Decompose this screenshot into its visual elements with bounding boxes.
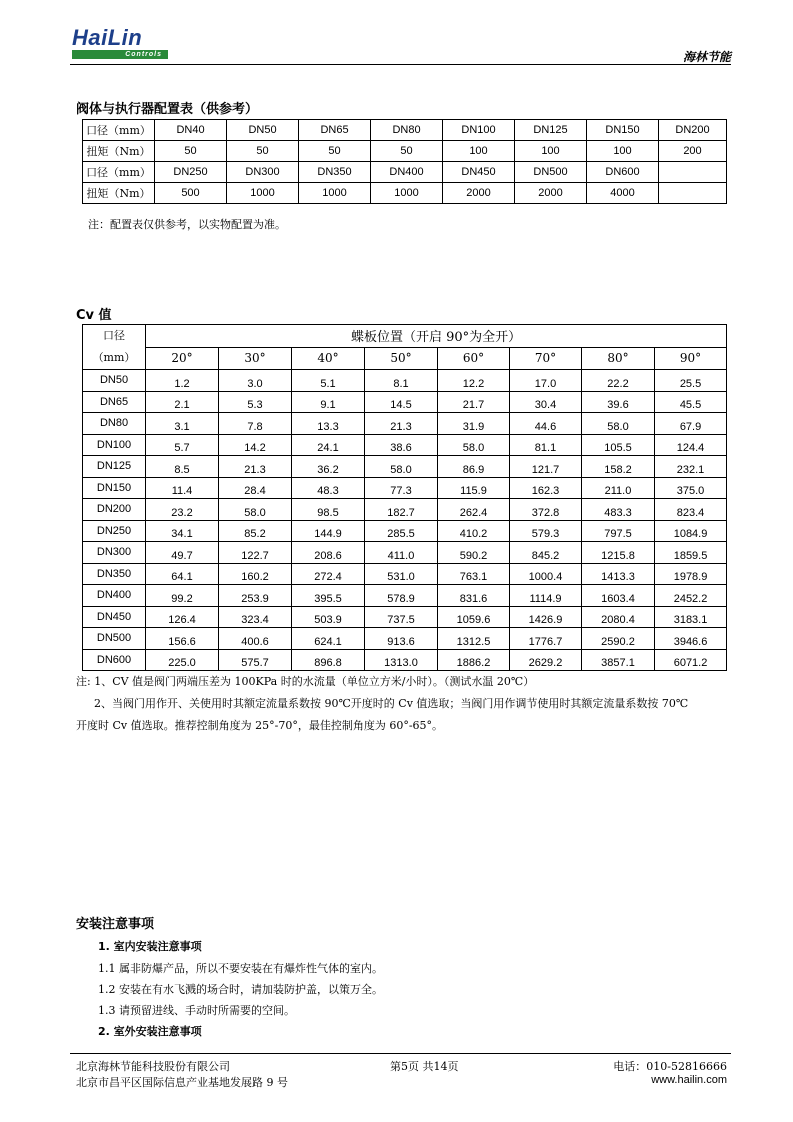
cv-value-cell: 375.0 — [655, 477, 727, 499]
cv-value-cell: 98.5 — [292, 499, 365, 521]
config-row-label: 扭矩（Nm） — [83, 141, 155, 162]
config-cell: DN150 — [587, 120, 659, 141]
cv-row-size: DN450 — [83, 606, 146, 628]
cv-value-cell: 411.0 — [365, 542, 438, 564]
config-cell: DN80 — [371, 120, 443, 141]
cv-value-cell: 1413.3 — [582, 563, 655, 585]
cv-value-cell: 115.9 — [438, 477, 510, 499]
cv-row — [83, 477, 727, 499]
cv-value-cell: 372.8 — [510, 499, 582, 521]
cv-row — [83, 520, 727, 542]
footer-divider — [70, 1053, 731, 1054]
cv-value-cell: 9.1 — [292, 391, 365, 413]
cv-value-cell: 578.9 — [365, 585, 438, 607]
config-cell: 50 — [299, 141, 371, 162]
config-cell: DN65 — [299, 120, 371, 141]
cv-value-cell: 1426.9 — [510, 606, 582, 628]
cv-value-cell: 3.0 — [219, 370, 292, 392]
cv-note-1: 注: 1、CV 值是阀门两端压差为 100KPa 时的水流量（单位立方米/小时）。（测试水温 20℃） — [76, 675, 535, 688]
cv-value-cell: 797.5 — [582, 520, 655, 542]
config-row — [83, 120, 727, 141]
cv-value-cell: 13.3 — [292, 413, 365, 435]
cv-row-size: DN350 — [83, 563, 146, 585]
cv-value-cell: 3857.1 — [582, 649, 655, 671]
cv-value-cell: 1313.0 — [365, 649, 438, 671]
cv-value-cell: 624.1 — [292, 628, 365, 650]
cv-value-cell: 1215.8 — [582, 542, 655, 564]
cv-row-size: DN80 — [83, 413, 146, 435]
cv-value-cell: 2629.2 — [510, 649, 582, 671]
cv-value-cell: 58.0 — [365, 456, 438, 478]
cv-value-cell: 126.4 — [146, 606, 219, 628]
cv-value-cell: 1859.5 — [655, 542, 727, 564]
cv-value-cell: 831.6 — [438, 585, 510, 607]
cv-value-cell: 24.1 — [292, 434, 365, 456]
cv-row-size: DN500 — [83, 628, 146, 650]
cv-value-cell: 2452.2 — [655, 585, 727, 607]
cv-value-cell: 28.4 — [219, 477, 292, 499]
cv-value-cell: 272.4 — [292, 563, 365, 585]
cv-value-cell: 45.5 — [655, 391, 727, 413]
cv-corner-header — [83, 325, 146, 370]
config-cell: DN50 — [227, 120, 299, 141]
cv-row-size: DN150 — [83, 477, 146, 499]
cv-value-cell: 58.0 — [582, 413, 655, 435]
cv-value-cell: 823.4 — [655, 499, 727, 521]
cv-value-cell: 400.6 — [219, 628, 292, 650]
cv-angle-header: 70° — [510, 347, 582, 370]
cv-value-cell: 3.1 — [146, 413, 219, 435]
cv-row — [83, 391, 727, 413]
cv-value-cell: 58.0 — [438, 434, 510, 456]
cv-value-cell: 160.2 — [219, 563, 292, 585]
cv-value-cell: 1603.4 — [582, 585, 655, 607]
cv-value-cell: 36.2 — [292, 456, 365, 478]
cv-value-cell: 845.2 — [510, 542, 582, 564]
cv-value-cell: 1312.5 — [438, 628, 510, 650]
cv-value-cell: 395.5 — [292, 585, 365, 607]
cv-row-size: DN50 — [83, 370, 146, 392]
cv-value-cell: 5.7 — [146, 434, 219, 456]
cv-value-cell: 105.5 — [582, 434, 655, 456]
config-row-label: 扭矩（Nm） — [83, 183, 155, 204]
cv-angle-header: 30° — [219, 347, 292, 370]
cv-note-2: 2、当阀门用作开、关使用时其额定流量系数按 90℃开度时的 Cv 值选取；当阀门用作调节使用时其额定流量系数按 70℃ — [94, 697, 689, 710]
cv-value-cell: 39.6 — [582, 391, 655, 413]
cv-value-cell: 31.9 — [438, 413, 510, 435]
cv-value-cell: 49.7 — [146, 542, 219, 564]
cv-row-size: DN250 — [83, 520, 146, 542]
cv-value-cell: 262.4 — [438, 499, 510, 521]
config-cell: 2000 — [515, 183, 587, 204]
cv-corner-bottom: （mm） — [92, 351, 136, 364]
cv-value-cell: 323.4 — [219, 606, 292, 628]
config-cell: DN350 — [299, 162, 371, 183]
cv-value-cell: 44.6 — [510, 413, 582, 435]
config-row — [83, 162, 727, 183]
cv-value-cell: 86.9 — [438, 456, 510, 478]
cv-value-cell: 12.2 — [438, 370, 510, 392]
cv-value-cell: 17.0 — [510, 370, 582, 392]
config-cell: DN500 — [515, 162, 587, 183]
cv-value-cell: 285.5 — [365, 520, 438, 542]
cv-value-cell: 34.1 — [146, 520, 219, 542]
footer-address: 北京市昌平区国际信息产业基地发展路 9 号 — [76, 1076, 288, 1089]
footer-page-number: 第5页 共14页 — [390, 1060, 459, 1073]
cv-value-cell: 737.5 — [365, 606, 438, 628]
cv-row — [83, 413, 727, 435]
cv-value-cell: 11.4 — [146, 477, 219, 499]
config-row — [83, 183, 727, 204]
cv-value-cell: 913.6 — [365, 628, 438, 650]
cv-angle-header: 90° — [655, 347, 727, 370]
config-cell: 200 — [659, 141, 727, 162]
cv-value-cell: 14.5 — [365, 391, 438, 413]
cv-value-cell: 531.0 — [365, 563, 438, 585]
cv-value-cell: 1.2 — [146, 370, 219, 392]
cv-value-cell: 763.1 — [438, 563, 510, 585]
cv-row-size: DN100 — [83, 434, 146, 456]
cv-value-cell: 8.5 — [146, 456, 219, 478]
cv-value-cell: 22.2 — [582, 370, 655, 392]
cv-row-size: DN600 — [83, 649, 146, 671]
config-cell: DN125 — [515, 120, 587, 141]
cv-value-cell: 3946.6 — [655, 628, 727, 650]
cv-value-cell: 211.0 — [582, 477, 655, 499]
logo-text: HaiLin — [72, 25, 143, 50]
cv-value-cell: 232.1 — [655, 456, 727, 478]
cv-value-cell: 2080.4 — [582, 606, 655, 628]
install-title: 安装注意事项 — [76, 917, 155, 932]
cv-value-cell: 1059.6 — [438, 606, 510, 628]
config-row-label: 口径（mm） — [83, 162, 155, 183]
cv-value-cell: 21.3 — [219, 456, 292, 478]
footer-website[interactable]: www.hailin.com — [651, 1074, 727, 1086]
config-table — [82, 119, 727, 204]
brand-name: 海林节能 — [682, 50, 731, 64]
config-cell: 100 — [515, 141, 587, 162]
cv-value-cell: 1084.9 — [655, 520, 727, 542]
cv-value-cell: 5.3 — [219, 391, 292, 413]
config-cell — [659, 183, 727, 204]
config-cell: 50 — [371, 141, 443, 162]
cv-value-cell: 99.2 — [146, 585, 219, 607]
cv-value-cell: 21.7 — [438, 391, 510, 413]
install-heading-outdoor: 2. 室外安装注意事项 — [98, 1025, 202, 1038]
install-heading-indoor: 1. 室内安装注意事项 — [98, 940, 202, 953]
cv-value-cell: 483.3 — [582, 499, 655, 521]
header-divider — [70, 64, 731, 65]
config-cell: 50 — [155, 141, 227, 162]
config-cell: DN300 — [227, 162, 299, 183]
config-cell — [659, 162, 727, 183]
cv-value-cell: 48.3 — [292, 477, 365, 499]
cv-row — [83, 499, 727, 521]
config-cell: DN100 — [443, 120, 515, 141]
footer-phone: 电话：010-52816666 — [613, 1060, 727, 1073]
cv-value-cell: 85.2 — [219, 520, 292, 542]
config-cell: 100 — [587, 141, 659, 162]
config-row — [83, 141, 727, 162]
cv-value-cell: 182.7 — [365, 499, 438, 521]
cv-angle-header: 50° — [365, 347, 438, 370]
config-cell: 1000 — [299, 183, 371, 204]
cv-value-cell: 2590.2 — [582, 628, 655, 650]
cv-row — [83, 563, 727, 585]
footer-company: 北京海林节能科技股份有限公司 — [76, 1060, 230, 1073]
cv-value-cell: 1886.2 — [438, 649, 510, 671]
config-cell: DN40 — [155, 120, 227, 141]
cv-value-cell: 1776.7 — [510, 628, 582, 650]
config-cell: 500 — [155, 183, 227, 204]
cv-value-cell: 1978.9 — [655, 563, 727, 585]
cv-value-cell: 14.2 — [219, 434, 292, 456]
cv-row-size: DN65 — [83, 391, 146, 413]
config-row-label: 口径（mm） — [83, 120, 155, 141]
cv-value-cell: 77.3 — [365, 477, 438, 499]
cv-note-3: 开度时 Cv 值选取。推荐控制角度为 25°-70°，最佳控制角度为 60°-65°。 — [76, 719, 444, 732]
cv-table — [82, 324, 727, 671]
cv-value-cell: 2.1 — [146, 391, 219, 413]
cv-value-cell: 121.7 — [510, 456, 582, 478]
cv-value-cell: 67.9 — [655, 413, 727, 435]
config-cell: DN250 — [155, 162, 227, 183]
config-cell: 2000 — [443, 183, 515, 204]
cv-angle-header: 20° — [146, 347, 219, 370]
config-cell: 50 — [227, 141, 299, 162]
cv-value-cell: 64.1 — [146, 563, 219, 585]
cv-row — [83, 370, 727, 392]
config-cell: 1000 — [227, 183, 299, 204]
config-cell: DN450 — [443, 162, 515, 183]
cv-row-size: DN125 — [83, 456, 146, 478]
cv-value-cell: 156.6 — [146, 628, 219, 650]
cv-table-title: Cv 值 — [76, 308, 112, 323]
config-cell: 1000 — [371, 183, 443, 204]
cv-value-cell: 38.6 — [365, 434, 438, 456]
cv-value-cell: 58.0 — [219, 499, 292, 521]
cv-value-cell: 590.2 — [438, 542, 510, 564]
cv-value-cell: 579.3 — [510, 520, 582, 542]
cv-row — [83, 606, 727, 628]
cv-value-cell: 8.1 — [365, 370, 438, 392]
cv-span-header: 蝶板位置（开启 90°为全开） — [146, 325, 727, 348]
cv-value-cell: 208.6 — [292, 542, 365, 564]
cv-row — [83, 628, 727, 650]
cv-row — [83, 456, 727, 478]
cv-row-size: DN300 — [83, 542, 146, 564]
cv-value-cell: 253.9 — [219, 585, 292, 607]
cv-value-cell: 503.9 — [292, 606, 365, 628]
cv-value-cell: 1000.4 — [510, 563, 582, 585]
install-item-1: 1.1 属非防爆产品，所以不要安装在有爆炸性气体的室内。 — [98, 962, 383, 975]
cv-value-cell: 25.5 — [655, 370, 727, 392]
install-item-2: 1.2 安装在有水飞溅的场合时，请加装防护盖，以策万全。 — [98, 983, 383, 996]
cv-value-cell: 162.3 — [510, 477, 582, 499]
config-cell: 100 — [443, 141, 515, 162]
cv-value-cell: 5.1 — [292, 370, 365, 392]
config-cell: DN600 — [587, 162, 659, 183]
cv-value-cell: 1114.9 — [510, 585, 582, 607]
cv-value-cell: 410.2 — [438, 520, 510, 542]
install-item-3: 1.3 请预留进线、手动时所需要的空间。 — [98, 1004, 295, 1017]
cv-row — [83, 585, 727, 607]
cv-value-cell: 122.7 — [219, 542, 292, 564]
config-table-title: 阀体与执行器配置表（供参考） — [76, 102, 259, 117]
config-cell: 4000 — [587, 183, 659, 204]
cv-value-cell: 7.8 — [219, 413, 292, 435]
cv-value-cell: 30.4 — [510, 391, 582, 413]
logo-subtext: Controls — [72, 50, 168, 59]
cv-row — [83, 542, 727, 564]
cv-value-cell: 81.1 — [510, 434, 582, 456]
config-cell: DN200 — [659, 120, 727, 141]
config-cell: DN400 — [371, 162, 443, 183]
cv-angle-header: 80° — [582, 347, 655, 370]
cv-value-cell: 124.4 — [655, 434, 727, 456]
cv-corner-top: 口径 — [103, 329, 125, 342]
cv-row — [83, 649, 727, 671]
cv-row-size: DN400 — [83, 585, 146, 607]
cv-value-cell: 21.3 — [365, 413, 438, 435]
cv-angle-header: 40° — [292, 347, 365, 370]
cv-value-cell: 896.8 — [292, 649, 365, 671]
cv-value-cell: 575.7 — [219, 649, 292, 671]
cv-value-cell: 158.2 — [582, 456, 655, 478]
cv-row — [83, 434, 727, 456]
company-logo — [72, 26, 168, 62]
config-note: 注：配置表仅供参考，以实物配置为准。 — [88, 218, 286, 231]
cv-value-cell: 23.2 — [146, 499, 219, 521]
cv-value-cell: 144.9 — [292, 520, 365, 542]
cv-row-size: DN200 — [83, 499, 146, 521]
cv-value-cell: 6071.2 — [655, 649, 727, 671]
cv-value-cell: 3183.1 — [655, 606, 727, 628]
cv-angle-header: 60° — [438, 347, 510, 370]
cv-value-cell: 225.0 — [146, 649, 219, 671]
